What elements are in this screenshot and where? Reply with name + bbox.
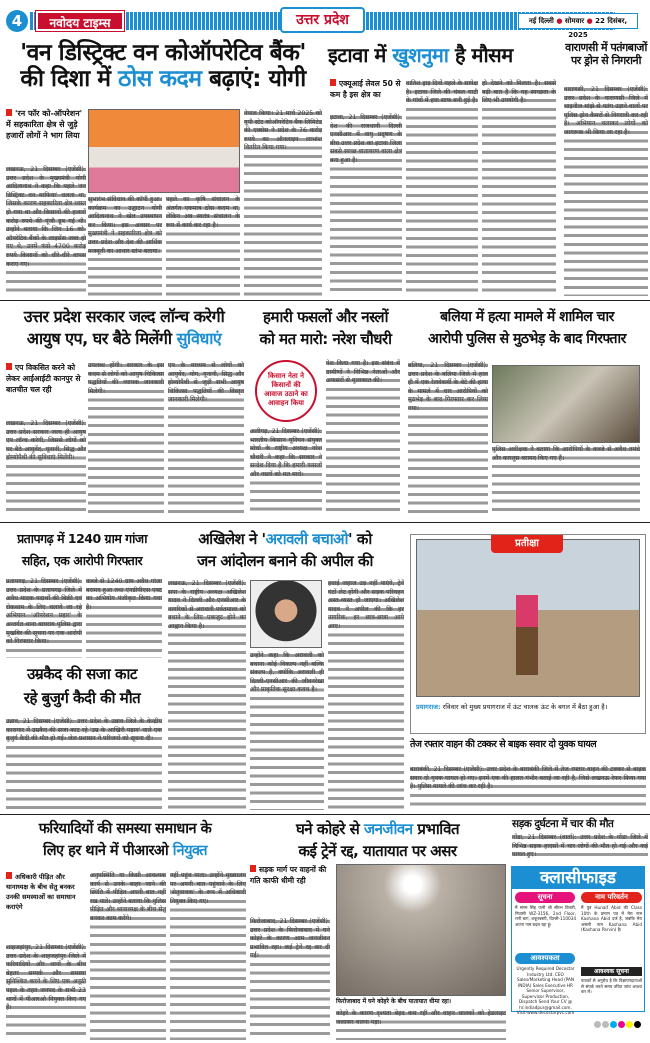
headline-ballia: बलिया में हत्या मामले में शामिल चार आरोपी पुलिस से मुठभेड़ के बाद गिरफ्तार	[428, 309, 626, 347]
headline-itawa: इटावा में खुशनुमा है मौसम	[328, 43, 513, 67]
body-akhilesh-1: लखनऊ, 21 दिसम्बर (एजेंसी): सपा के राष्ट्रीय अध्यक्ष अखिलेश यादव ने दिल्ली और एनसीआर के नागरिकों से अरावली पर्वतमाला को बचाने के लिए एकजुट होने का आह्वान किया है।	[168, 580, 246, 810]
headline-yogi: 'वन डिस्ट्रिक्ट वन कोऑपरेटिव बैंक' की दिशा में ठोस कदम बढ़ाएं: योगी	[20, 40, 306, 93]
photo-fog	[336, 864, 506, 996]
name-change-label: नाम परिवर्तन	[581, 892, 642, 903]
body-ballia-1: बलिया, 21 दिसम्बर (एजेंसी): उत्तर प्रदेश के बलिया जिले में हाल ही में एक रेलवेकर्मी के बेटे की हत्या के मामले में चार आरोपियों को मुठभेड़ के बाद गिरफ्तार कर लिया गया।	[408, 362, 488, 516]
classified-title: क्लासीफाइड	[512, 867, 644, 889]
body-yogi-4: नेपाल किया। 21 मार्च 2025 को यूपी स्टेट कोऑपरेटिव बैंक लिमिटेड की एक्सेस ने प्रदेश के 76 करोड़ रुपये का ऑनलाइन लाभांश वितरित किया गया।	[244, 110, 322, 296]
headline-varanasi: वाराणसी में पतंगबाजों पर ड्रोन से निगरानी	[565, 41, 647, 67]
body-akhilesh-2: उन्होंने कहा कि अरावली को बचाना कोई विकल्प नहीं बल्कि संकल्प है, क्योंकि अरावली ही दिल्ली-एनसीआर की जीवनरेखा और प्राकृतिक सुरक्षा कवच है।	[250, 652, 324, 810]
headline-naresh: हमारी फसलों और नस्लों को मत मारो: नरेश चौधरी	[259, 308, 392, 348]
day: सोमवार	[564, 17, 585, 25]
photo-feature-box	[410, 534, 646, 734]
subhead-yogi: 'रन फॉर को-ऑपरेशन' में सहकारिता क्षेत्र से जुड़े हजारों लोगों ने भाग लिया	[6, 108, 86, 141]
body-itawa-2: वातिश ड्राइ दिनों पहले के सापेक्ष है। इटावा जिले की चंबल घाटी के गांवों में हवा साफ बनी हुई है।	[406, 80, 478, 296]
important-body: पाठकों से अनुरोध है कि विज्ञापनदाताओं से संपर्क करते समय उचित जांच अवश्य कर लें।	[581, 978, 642, 994]
body-naresh-1: अलीगढ़, 21 दिसम्बर (एजेंसी): भारतीय किसान यूनियन संयुक्त मोर्चा के राष्ट्रीय अध्यक्ष नरेश चौधरी ने कहा कि सरकार ने सन्देश दिया है कि हमारी फसलों और नस्लों को मत मारो।	[250, 428, 322, 516]
notice-label: सूचना	[515, 892, 575, 903]
city: नई दिल्ली	[528, 17, 554, 25]
photo-ballia-arrest	[492, 365, 640, 443]
page-number: 4	[6, 10, 28, 32]
body-tej-raftaar: बाराबंकी, 21 दिसम्बर (एजेंसी): उत्तर प्रदेश के बाराबंकी जिले में तेज रफ्तार वाहन की टक्कर से बाइक सवार दो युवक घायल हो गए। इनमें एक की हालत गंभीर बताई जा रही है, जिसे लखनऊ रेफर किया गया है। पुलिस मामले की जांच कर रही है।	[410, 766, 646, 810]
requirement-label: आवश्यकता	[515, 953, 575, 964]
requirement-body: Urgently Required Decostar Industry Ltd. CEO Sales/Marketing Head (PAN INDIA) Sales Executive HR Senior Supervisor, Supervisor Production, Dispatch Send Your CV @ hr.indiadpur@gmail.com. Visit-www.decostarpvc.com	[516, 966, 575, 1015]
headline-sadak: सड़क दुर्घटना में चार की मौत	[512, 818, 614, 830]
notice-body: मैं संगम सिंह पत्नी श्री सौरभ तिवारी, निवासी WZ-3156, 2nd Floor, रानी बाग, शकूरबस्ती, दिल्ली-110034 अपना नाम बदल रहा हूं।	[515, 905, 576, 927]
body-varanasi: वाराणसी, 21 दिसम्बर (एजेंसी): उत्तर प्रदेश के वाराणसी जिले में चाइनीज मांझे से पतंग उड़ाने वालों पर पुलिस ड्रोन कैमरों से निगरानी कर रही है। अभियान चलाकर लोगों को जागरूक भी किया जा रहा है।	[564, 86, 648, 296]
dateline: नई दिल्ली ● सोमवार ● 22 दिसंबर, 2025	[518, 13, 638, 29]
body-ballia-2: पुलिस अधीक्षक ने बताया कि आरोपियों के कब्जे से अवैध तमंचे और कारतूस बरामद किए गए हैं।	[492, 446, 640, 516]
photo-caption: प्रयागराज: रविवार को मुख्य प्रयागराज में ऊंट चालक ऊंट के बगल में बैठा हुआ है।	[416, 703, 608, 711]
headline-pro: फरियादियों की समस्या समाधान के लिए हर थाने में पीआरओ नियुक्त	[38, 821, 212, 859]
headline-ayush: उत्तर प्रदेश सरकार जल्द लॉन्च करेगी आयुष एप, घर बैठे मिलेंगी सुविधाएं	[23, 307, 225, 348]
body-yogi-2: सुभारंभ संविधान की कॉपी हुआ। कार्यक्रम का उद्घाटन योगी आदित्यनाथ ने खेल उपस्थापन कर किया। इस अवसर पर मुख्यमंत्री ने सहकारिता क्षेत्र को उत्तर प्रदेश और देश की आर्थिक मजबूती का आधार स्तंभ बताया।	[88, 196, 162, 296]
body-pratapgarh-1: प्रतापगढ़, 21 दिसम्बर (एजेंसी): उत्तर प्रदेश के प्रतापगढ़ जिले में अवैध मादक पदार्थों की बिक्री एवं रोकथाम के लिए चलाये जा रहे अभियान 'ऑपरेशन प्रहार' के अन्तर्गत थाना बाघराय पुलिस द्वारा मुखबिर की सूचना पर एक आरोपी को गिरफ्तार किया।	[6, 578, 82, 658]
body-pro-3: नहीं पहुंच पाता। उन्होंने मुख्यालय पर अपनी बात पहुंचाने के लिए 'सेतुवाचक' के रूप में अधिकारी नियुक्त किए गए।	[170, 872, 246, 1040]
date: 22 दिसंबर, 2025	[568, 17, 628, 39]
headline-umrakaid: उम्रकैद की सजा काट रहे बुजुर्ग कैदी की मौत	[23, 665, 141, 707]
newspaper-logo: नवोदय टाइम्स	[36, 11, 124, 31]
body-naresh-2: पेश किया गया है। इस संबंध में ग्रामीणों ने विभिन्न नेताओं और अफसरों से मुलाकात की।	[326, 360, 400, 516]
subhead-ayush: एप विकसित करने को लेकर आईआईटी कानपुर से बातचीत चल रही	[6, 362, 86, 395]
pull-quote: किसान नेता ने किसानों की आवाज उठाने का आवाहन किया	[255, 360, 317, 422]
section-tab: उत्तर प्रदेश	[280, 7, 365, 33]
headline-pratapgarh: प्रतापगढ़ में 1240 ग्राम गांजा सहित, एक आरोपी गिरफ्तार	[17, 531, 147, 568]
photo-yogi-speech	[88, 109, 240, 193]
body-yogi-1: लखनऊ, 21 दिसम्बर (एजेंसी): उत्तर प्रदेश के मुख्यमंत्री योगी आदित्यनाथ ने कहा कि पहले 'वन डिस्ट्रिक्ट वन माफिया' चलता था, जिसके कारण सहकारिता क्षेत्र ध्वस्त हो गया था और किसानों की हजारों करोड़ रुपये की पूंजी डूब गई थी। उन्होंने बताया कि जिन 16 को-ऑपरेटिव बैंकों के लाइसेंस जब्त हो गए थे, उनमें फंसे 4700 करोड़ रुपये किसानों को धीरे-धीरे वापस कराए गए।	[6, 166, 86, 296]
photo-akhilesh	[250, 580, 322, 648]
body-pratapgarh-2: कब्जे से 1240 ग्राम अवैध गांजा बरामद हुआ तथा एनडीपीएस एक्ट का अभियोग पंजीकृत किया गया है।	[86, 578, 162, 658]
body-ayush-1: लखनऊ, 21 दिसम्बर (एजेंसी): उत्तर प्रदेश सरकार जल्द ही आयुष एप लॉन्च करेगी, जिससे लोगों को घर बैठे आयुर्वेद, यूनानी, सिद्ध और होम्योपैथी की सुविधाएं मिलेंगी।	[6, 420, 86, 516]
body-pro-2: अनुपस्थिति या किसी आवश्यक कार्य से उनके बाहर जाने की स्थिति में पीड़ित अपनी बात नहीं रख पाते। उन्होंने बताया कि पुलिस पीड़ित और थानाध्यक्ष के बीच सेतु बनकर काम करेंगे।	[90, 872, 166, 1040]
body-yogi-3: पहले का कृषि संचालन के अंतर्गत एकमात्र ठोस कदम था, लेकिन अब स्वतंत्र संचालन के रूप में कार्य कर रहा है।	[166, 196, 240, 296]
photo-caption-fog: फिरोजाबाद में घने कोहरे के बीच यातायात धीमा रहा।	[336, 998, 452, 1005]
headline-tej-raftaar: तेज रफ्तार वाहन की टक्कर से बाइक सवार दो युवक घायल	[410, 739, 597, 750]
subhead-fog: सड़क मार्ग पर वाहनों की गति काफी धीमी रही	[250, 864, 330, 886]
headline-akhilesh: अखिलेश ने 'अरावली बचाओ' को जन आंदोलन बनाने की अपील की	[197, 530, 373, 570]
divider	[0, 300, 650, 301]
headline-fog: घने कोहरे से जनजीवन प्रभावित कई ट्रेनें रद्द, यातायात पर असर	[295, 820, 460, 860]
body-akhilesh-3: हवाई जहाज उड़ नहीं पाएंगे, ट्रेनें घंटों लेट होंगी और सड़क परिवहन अस्त-व्यस्त हो जाएगा। अखिलेश यादव ने अपील की कि हर नागरिक, हर छात्र-छात्रा आगे आए।	[328, 580, 404, 810]
name-change-body: मैं पुत्र Hunaif Abid की Class 10th के प्रमाण पत्र में मेरा नाम Kashana Abid दर्ज है, जबकि मेरा असली नाम Kashana Abid (Kashana Parvin) है।	[581, 905, 642, 932]
body-itawa-1: इटावा, 21 दिसम्बर (एजेंसी): देश की राजधानी दिल्ली एनसीआर में वायु प्रदूषण के बीच उत्तर प्रदेश का इटावा जिला सबसे स्वच्छ वातावरण वाला क्षेत्र बना हुआ है।	[330, 114, 402, 296]
print-registration-marks	[594, 1021, 641, 1028]
classified-box	[511, 866, 645, 1015]
body-pro-1: शाहजहांपुर, 21 दिसम्बर (एजेंसी): उत्तर प्रदेश के शाहजहांपुर जिले में फरियादियों और थानों के बीच बेहतर सम्पर्क और समस्या सुनिश्चित करने के लिए एक अनूठी पहल के तहत जनपद के सभी 23 थानों में पीआरओ नियुक्त किए गए हैं।	[6, 944, 86, 1040]
body-sadak: गोंडा, 21 दिसम्बर (वार्ता): उत्तर प्रदेश के गोंडा जिले में विभिन्न सड़क हादसों में चार लोगों की मौत हो गई और कई घायल हुए।	[512, 834, 648, 859]
body-ayush-2: उपलब्ध होंगी। सरकार के इस कदम से लोगों को आयुष चिकित्सा पद्धतियों की व्यापक जानकारी मिलेगी।	[88, 362, 164, 516]
camel-figure	[516, 595, 538, 675]
body-fog-1: फिरोजाबाद, 21 दिसम्बर (एजेंसी): उत्तर प्रदेश के फिरोजाबाद में घने कोहरे के कारण आम जनजीवन प्रभावित रहा। कई ट्रेनें रद्द कर दी गईं।	[250, 918, 330, 1040]
subhead-pro: अधिकारी पीड़ित और थानाध्यक्ष के बीच सेतु बनकर उनकी समस्याओं का समाधान कराएंगे	[6, 872, 86, 912]
important-label: आवश्यक सूचना	[581, 967, 642, 976]
body-fog-2: कोहरे के कारण दृश्यता बेहद कम रही और वाहन चालकों को हेडलाइट जलाकर चलना पड़ा।	[336, 1010, 506, 1040]
subhead-itawa: एक्यूआई लेवल 50 से कम है इस क्षेत्र का	[330, 79, 401, 99]
body-itawa-3: हो देखने को मिलता है। सबसे बड़ी बात है कि यह स्वच्छता के लिए भी उपयोगी है।	[482, 80, 556, 296]
divider	[0, 522, 650, 523]
body-ayush-3: एप के माध्यम से लोगों को आयुर्वेद, योग, यूनानी, सिद्ध और होम्योपैथी से जुड़ी सभी आयुष चिकित्सा पद्धतियों की विस्तृत जानकारी मिलेगी।	[168, 362, 244, 516]
masthead	[0, 4, 650, 39]
divider	[0, 814, 650, 815]
body-umrakaid: उन्नाव, 21 दिसम्बर (एजेंसी): उत्तर प्रदेश के उन्नाव जिले के केन्द्रीय कारागार में उम्रकैद की सजा काट रहे 'उम्र के आखिरी पड़ाव' वाले एक बुजुर्ग कैदी की मौत हो गई। जेल प्रशासन ने परिजनों को सूचना दी।	[6, 718, 162, 810]
feature-label: प्रतीक्षा	[491, 535, 563, 553]
